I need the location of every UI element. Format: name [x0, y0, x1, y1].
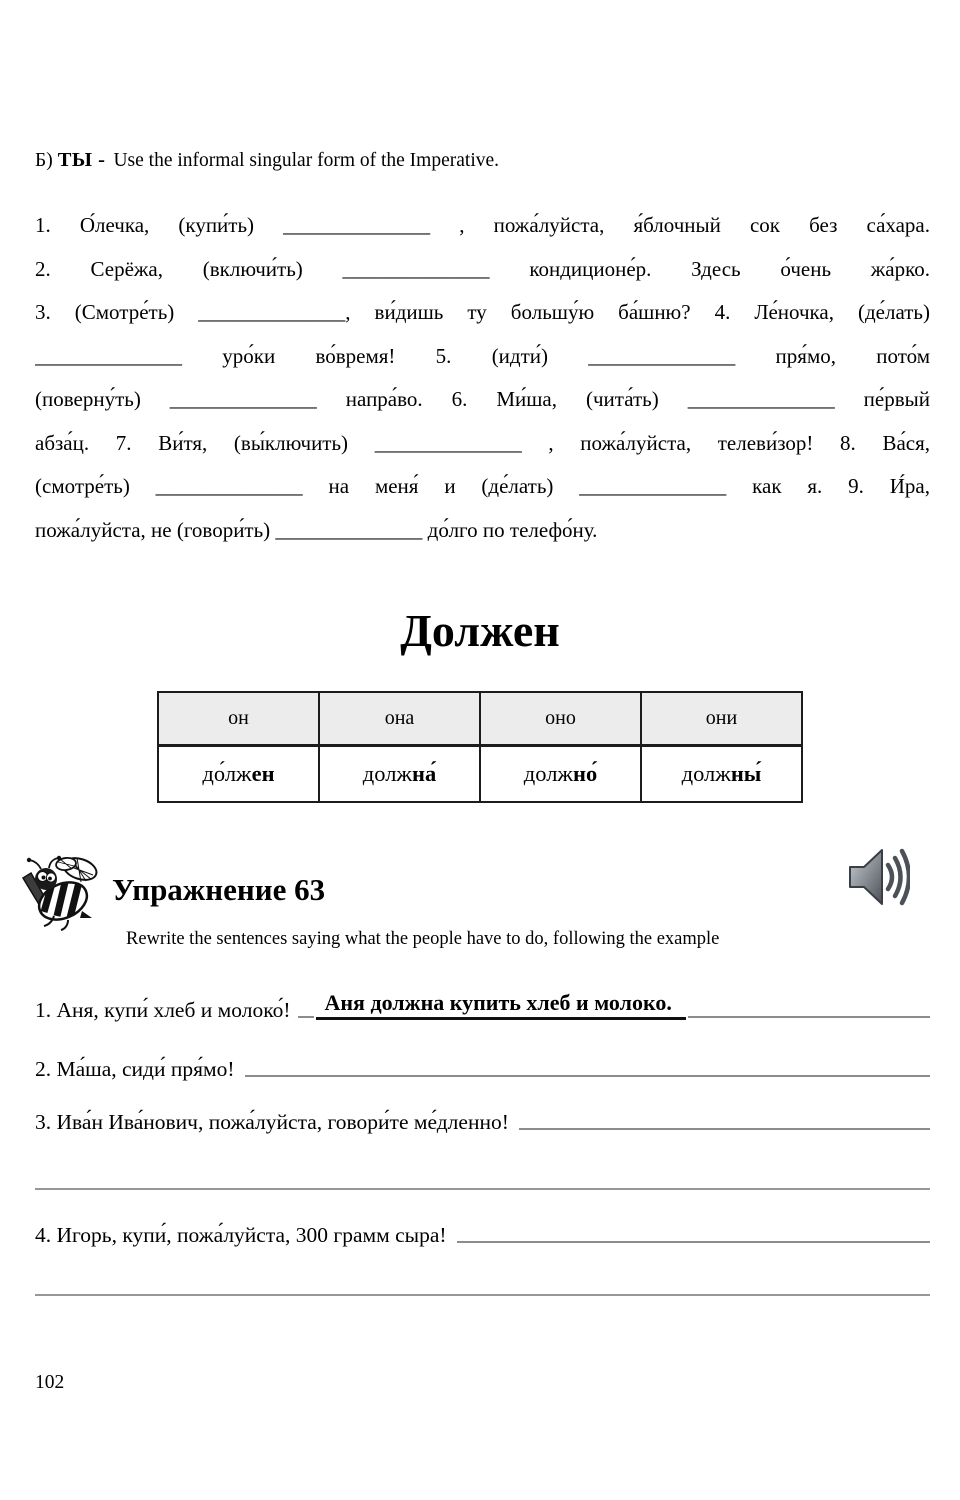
header-cell-ono: оно [480, 692, 641, 745]
exercise-line: (смотре́ть) ______________ на меня́ и (де́лать) ______________ как я. 9. И́ра, [35, 474, 930, 498]
answer-continuation-line [35, 1170, 930, 1190]
exercise-item-1 [35, 991, 930, 1023]
section-label: Б) [35, 150, 53, 171]
page-number: 102 [35, 1372, 65, 1393]
form-cell-dolzhny: должны́ [641, 745, 802, 802]
header-cell-ona: она [319, 692, 480, 745]
exercise-line: ______________ уро́ки во́время! 5. (идти́) ______________ пря́мо, пото́м [35, 343, 930, 368]
form-cell-dolzhno: должно́ [480, 745, 641, 802]
answer-blank [457, 1241, 930, 1243]
exercise-title: Упражнение 63 [112, 872, 326, 907]
answer-blank-lead [298, 1016, 314, 1018]
bee-mascot-icon [16, 852, 104, 937]
exercise-line: 1. О́лечка, (купи́ть) ______________ , пожа́луйста, я́блочный сок без са́хара. [35, 213, 930, 237]
exercise-line: пожа́луйста, не (говори́ть) ______________ до́лго по телефо́ну. [35, 517, 598, 542]
answer-continuation-line [35, 1276, 930, 1296]
section-instruction: Use the informal singular form of the Imperative. [113, 150, 500, 171]
item-prompt: 3. Ива́н Ива́нович, пожа́луйста, говори́те ме́дленно! [35, 1110, 509, 1134]
dolzhen-table [157, 691, 803, 803]
table-forms-row [158, 745, 802, 802]
exercise-item-2 [35, 1050, 930, 1082]
answer-blank [519, 1128, 930, 1130]
exercise-item-4 [35, 1216, 930, 1248]
exercise-line: (поверну́ть) ______________ напра́во. 6. Ми́ша, (чита́ть) ______________ пе́рвый [35, 387, 930, 411]
header-cell-on: он [158, 692, 319, 745]
exercise-line: 3. (Смотре́ть) ______________, ви́дишь ту большу́ю ба́шню? 4. Ле́ночка, (де́лать) [35, 300, 930, 324]
form-cell-dolzhna: должна́ [319, 745, 480, 802]
exercise-item-3 [35, 1103, 930, 1135]
header-cell-oni: они [641, 692, 802, 745]
form-cell-dolzhen: до́лжен [158, 745, 319, 802]
answer-blank [245, 1075, 930, 1077]
exercise-instruction: Rewrite the sentences saying what the people have to do, following the example [126, 929, 720, 949]
imperative-exercise-paragraph [35, 204, 930, 552]
example-answer: Аня должна купить хлеб и молоко. [316, 990, 685, 1020]
table-header-row [158, 692, 802, 745]
speaker-audio-icon [846, 843, 910, 916]
section-b-heading [35, 149, 499, 172]
exercise-line: абза́ц. 7. Ви́тя, (вы́ключить) ______________ , пожа́луйста, телеви́зор! 8. Ва́ся, [35, 430, 930, 455]
section-label-bold: ТЫ - [57, 149, 106, 171]
item-prompt: 1. Аня, купи́ хлеб и молоко́! [35, 998, 291, 1022]
dolzhen-title: Должен [400, 605, 560, 656]
answer-blank [688, 1016, 930, 1018]
item-prompt: 4. Игорь, купи́, пожа́луйста, 300 грамм сыра! [35, 1223, 447, 1247]
exercise-line: 2. Серёжа, (включи́ть) ______________ кондиционе́р. Здесь о́чень жа́рко. [35, 256, 930, 281]
item-prompt: 2. Ма́ша, сиди́ пря́мо! [35, 1057, 235, 1081]
